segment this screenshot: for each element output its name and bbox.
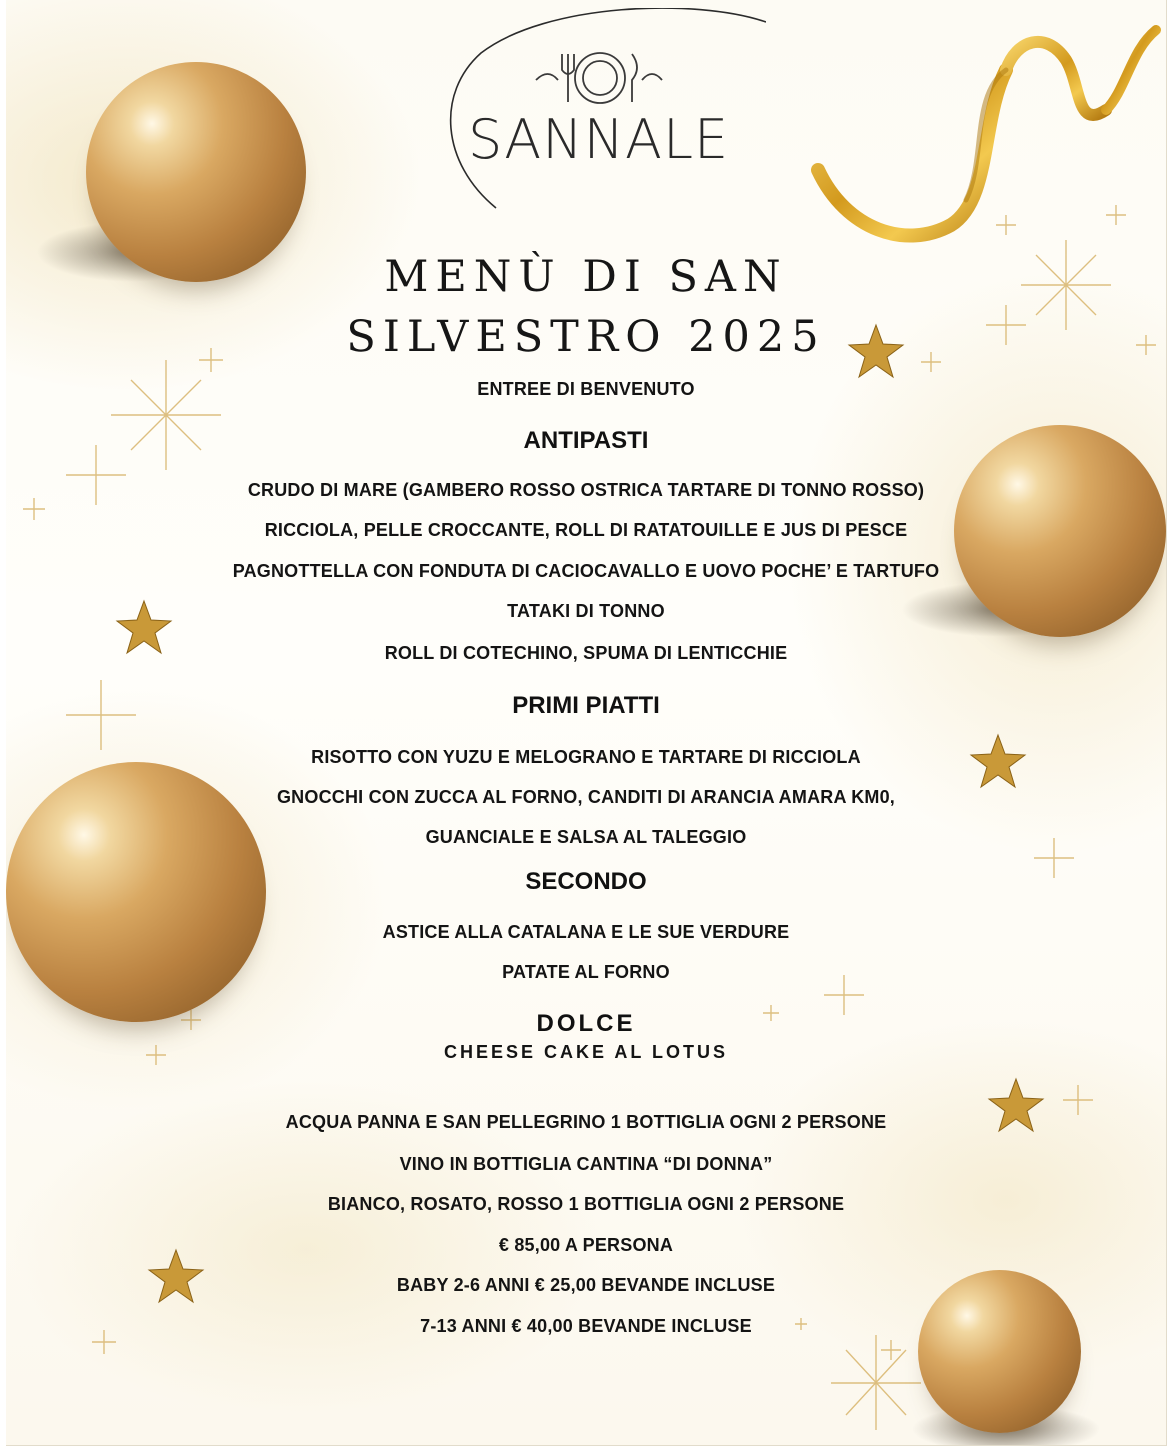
list-item: ASTICE ALLA CATALANA E LE SUE VERDURE [382, 922, 790, 942]
section-heading-dolce: DOLCE [536, 1010, 636, 1037]
list-item: CRUDO DI MARE (GAMBERO ROSSO OSTRICA TARTARE DI TONNO ROSSO) [247, 480, 925, 500]
section-heading-antipasti: ANTIPASTI [523, 427, 649, 454]
gold-ribbon [818, 30, 1156, 236]
gold-ornament-ball [86, 62, 306, 282]
plate-cutlery-icon [536, 53, 662, 103]
list-item: ROLL DI COTECHINO, SPUMA DI LENTICCHIE [384, 643, 788, 663]
list-item: RISOTTO CON YUZU E MELOGRANO E TARTARE DI RICCIOLA [311, 747, 861, 767]
list-item: RICCIOLA, PELLE CROCCANTE, ROLL DI RATATOUILLE E JUS DI PESCE [264, 520, 908, 540]
welcome-line: ENTREE DI BENVENUTO [477, 379, 695, 399]
drinks-line: ACQUA PANNA E SAN PELLEGRINO 1 BOTTIGLIA OGNI 2 PERSONE [285, 1112, 887, 1132]
menu-title-line-1: MENÙ DI SAN [384, 252, 788, 302]
price-line: 7-13 ANNI € 40,00 BEVANDE INCLUSE [420, 1316, 752, 1336]
brand-name: SANNALE [468, 108, 730, 171]
list-item: CHEESE CAKE AL LOTUS [443, 1042, 729, 1062]
menu-title-line-2: SILVESTRO 2025 [346, 312, 826, 362]
menu-page [6, 0, 1167, 1446]
list-item: TATAKI DI TONNO [507, 601, 665, 621]
list-item: GUANCIALE E SALSA AL TALEGGIO [425, 827, 747, 847]
drinks-line: VINO IN BOTTIGLIA CANTINA “DI DONNA” [399, 1154, 773, 1174]
list-item: PAGNOTTELLA CON FONDUTA DI CACIOCAVALLO E UOVO POCHE’ E TARTUFO [232, 561, 940, 581]
list-item: PATATE AL FORNO [502, 962, 670, 982]
list-item: GNOCCHI CON ZUCCA AL FORNO, CANDITI DI ARANCIA AMARA KM0, [276, 787, 896, 807]
price-line: BABY 2-6 ANNI € 25,00 BEVANDE INCLUSE [396, 1275, 776, 1295]
drinks-line: BIANCO, ROSATO, ROSSO 1 BOTTIGLIA OGNI 2 PERSONE [327, 1194, 845, 1214]
section-heading-primi: PRIMI PIATTI [512, 692, 660, 719]
price-line: € 85,00 A PERSONA [498, 1235, 674, 1255]
section-heading-secondo: SECONDO [525, 868, 647, 895]
